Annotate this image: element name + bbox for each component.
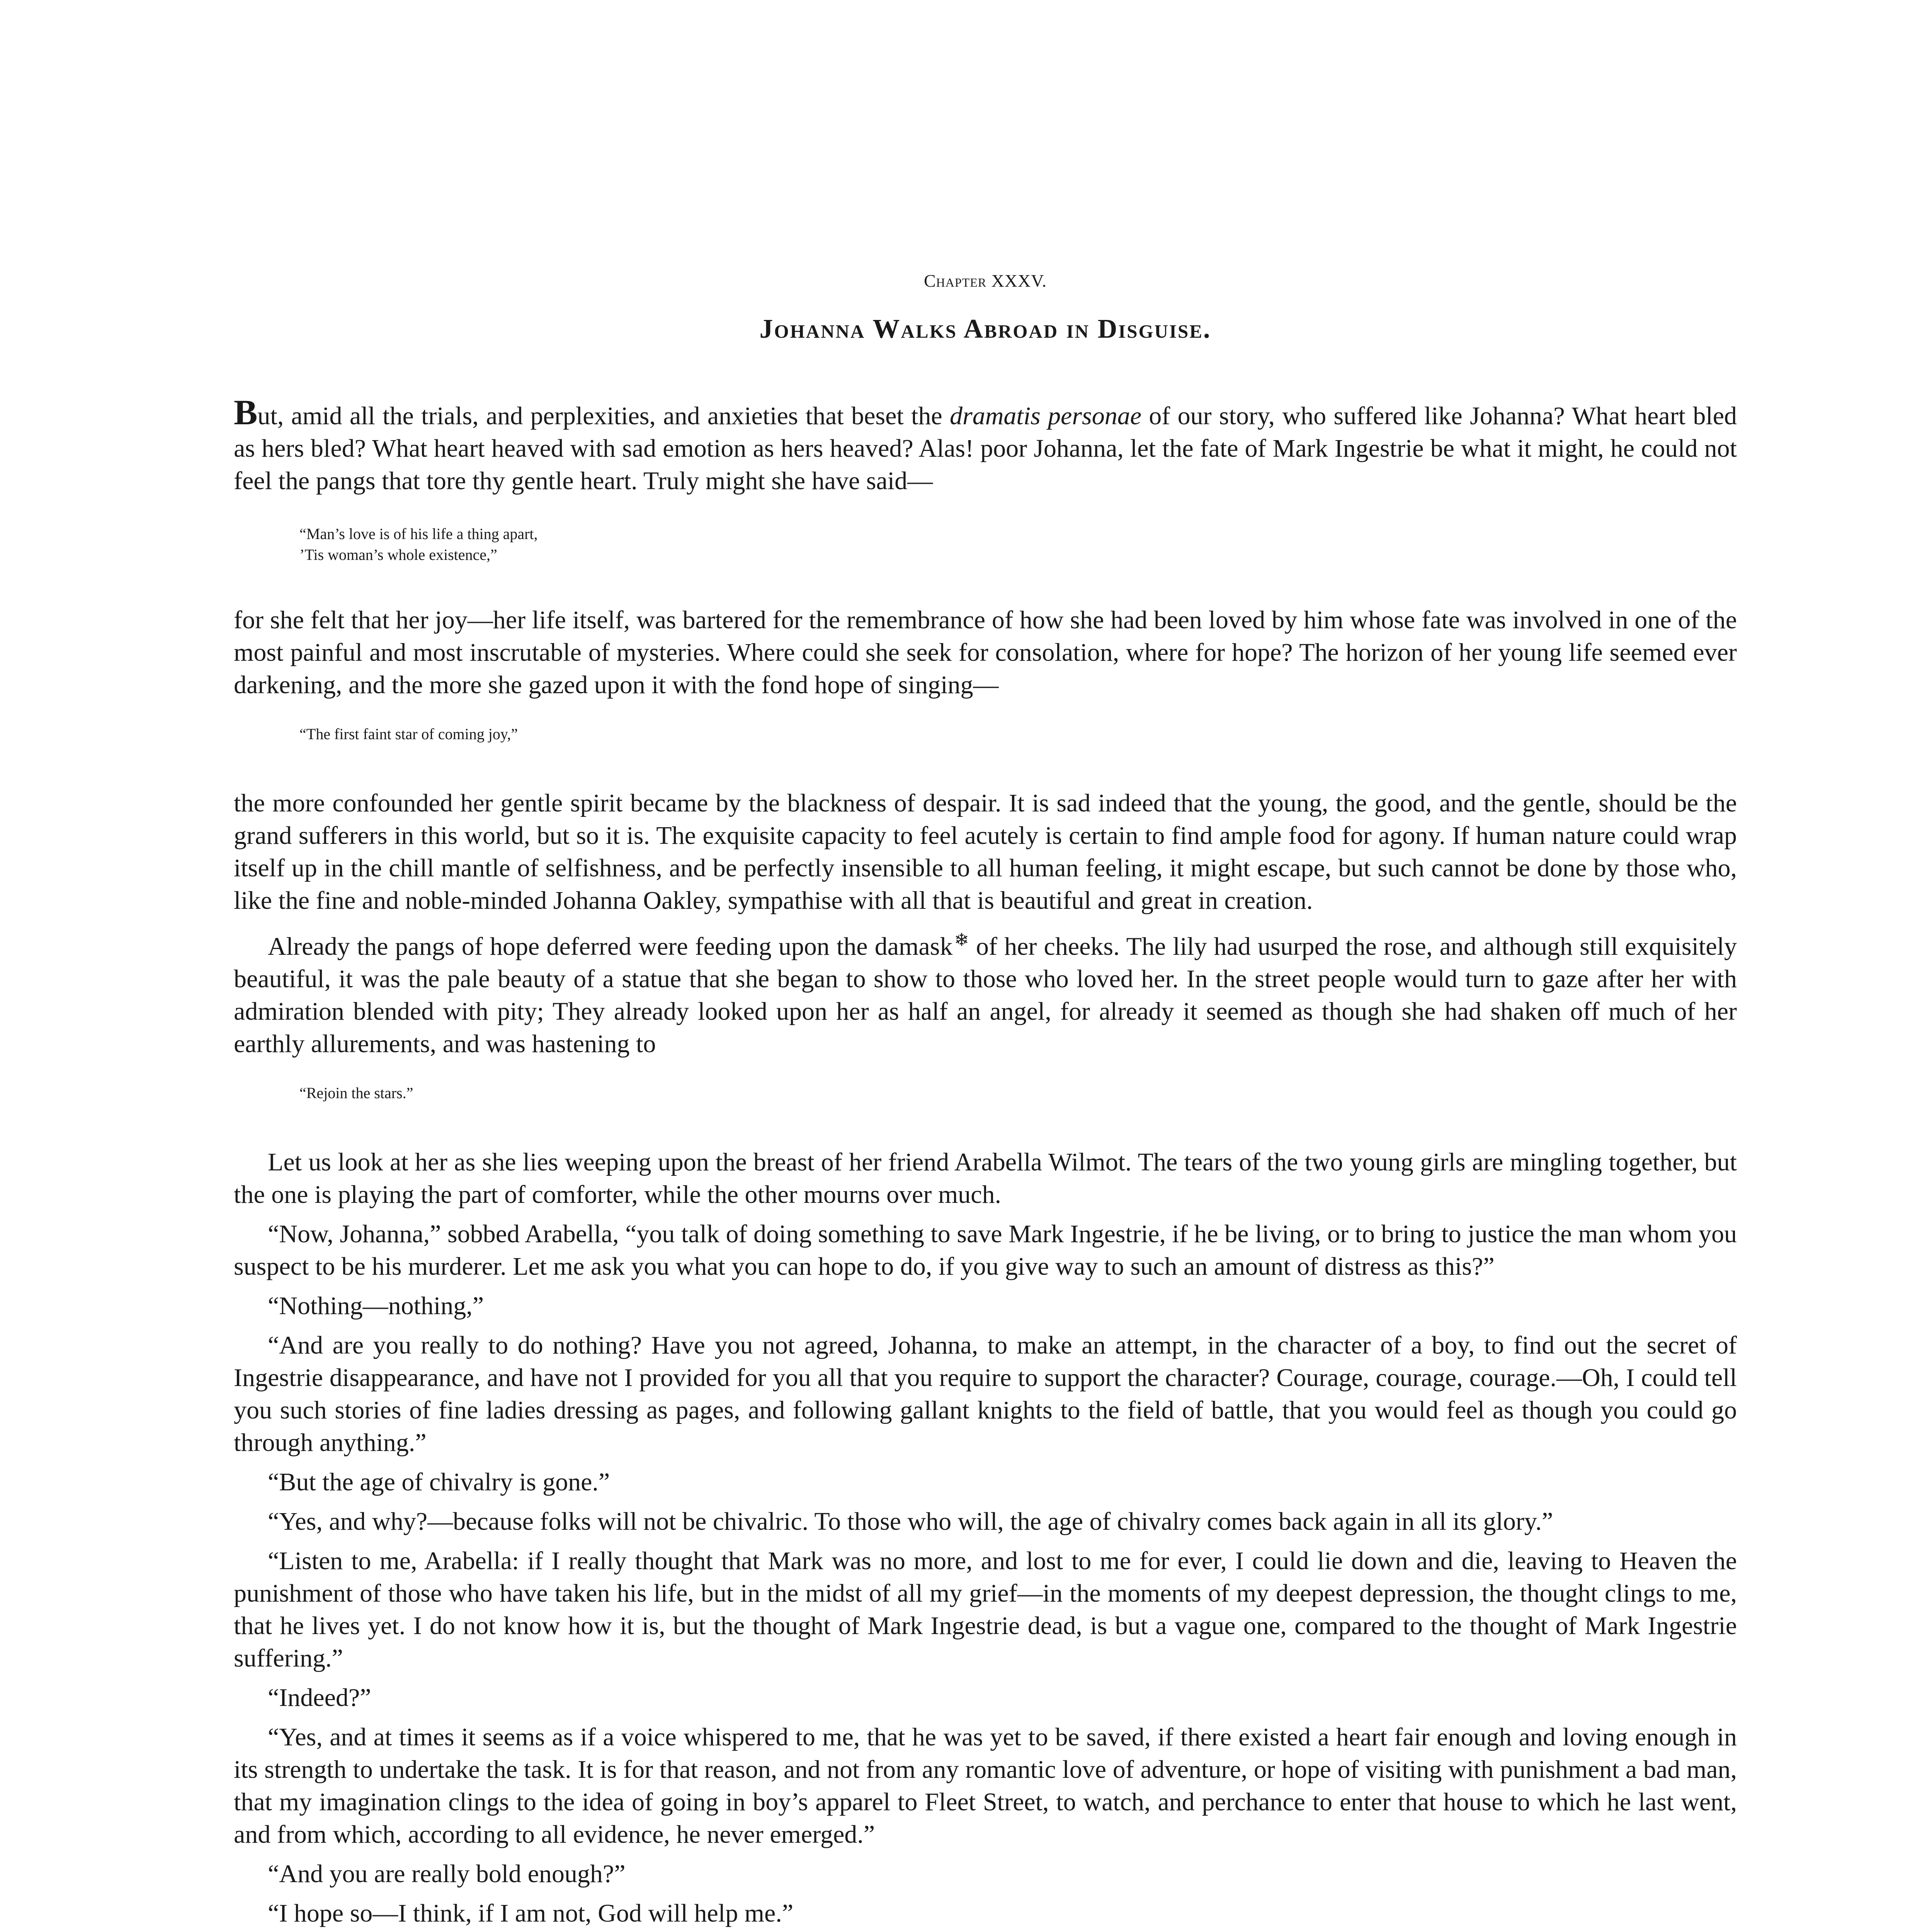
verse-line: “Man’s love is of his life a thing apart, xyxy=(299,525,538,543)
paragraph-4-text-b: of her cheeks. The lily had usurped the rose, and although still exquisitely beautiful, it was the pale beauty of a statue that she began to show to those who loved her. In the street people would turn to gaze after her with admiration blended with pity; They already looked upon her as half an angel, for already it seemed as though she had shaken off much of her earthly allurements, and was hastening to xyxy=(234,932,1737,1058)
verse-line: “Rejoin the stars.” xyxy=(299,1084,413,1102)
paragraph-14: “And you are really bold enough?” xyxy=(268,1860,626,1888)
paragraph-8: “And are you really to do nothing? Have you not agreed, Johanna, to make an attempt, in the character of a boy, to find out the secret of Ingestrie disappearance, and have not I provided for you all that you require to support the character? Courage, courage, courage.—Oh, I could tell you such stories of fine ladies dressing as pages, and following gallant knights to the field of battle, that you would feel as though you could go through anything.” xyxy=(234,1331,1737,1457)
paragraph-4-text-a: Already the pangs of hope deferred were feeding upon the damask xyxy=(268,932,953,961)
paragraph-1-text-a: ut, amid all the trials, and perplexities, and anxieties that beset the xyxy=(257,402,950,430)
paragraph-2: for she felt that her joy—her life itself, was bartered for the remembrance of how she had been loved by him whose fate was involved in one of the most painful and most inscrutable of mysteries. Where could she seek for consolation, where for hope? The horizon of her young life seemed ever darkening, and the more she gazed upon it with the fond hope of singing— xyxy=(234,606,1737,699)
paragraph-10: “Yes, and why?—because folks will not be chivalric. To those who will, the age of chivalry comes back again in all its glory.” xyxy=(268,1507,1553,1536)
verse-quote-2 xyxy=(299,724,1737,745)
paragraph-9: “But the age of chivalry is gone.” xyxy=(268,1468,610,1496)
verse-line: ’Tis woman’s whole existence,” xyxy=(299,546,497,563)
chapter-body xyxy=(234,393,1737,1932)
chapter-title: Johanna Walks Abroad in Disguise. xyxy=(759,314,1211,344)
paragraph-15: “I hope so—I think, if I am not, God will help me.” xyxy=(268,1899,794,1927)
paragraph-3: the more confounded her gentle spirit became by the blackness of despair. It is sad indeed that the young, the good, and the gentle, should be the grand sufferers in this world, but so it is. The exquisite capacity to feel acutely is certain to find ample food for agony. If human nature could wrap itself up in the chill mantle of selfishness, and be perfectly insensible to all human feeling, it might escape, but such cannot be done by those who, like the fine and noble-minded Johanna Oakley, sympathise with all that is beautiful and great in creation. xyxy=(234,789,1737,915)
paragraph-7: “Nothing—nothing,” xyxy=(268,1292,484,1320)
verse-quote-3 xyxy=(299,1083,1737,1104)
paragraph-1-text-b: of our story, who suffered like Johanna? What heart bled as hers bled? What heart heaved with sad emotion as hers heaved? Alas! poor Johanna, let the fate of Mark Ingestrie be what it might, he could not feel the pangs that tore thy gentle heart. Truly might she have said— xyxy=(234,402,1737,495)
verse-quote-1 xyxy=(299,524,1737,565)
chapter-number: Chapter XXXV. xyxy=(923,271,1047,291)
paragraph-5: Let us look at her as she lies weeping upon the breast of her friend Arabella Wilmot. The tears of the two young girls are mingling together, but the one is playing the part of comforter, while the other mourns over much. xyxy=(234,1148,1737,1209)
footnote-symbol-icon: ❄ xyxy=(954,930,969,950)
paragraph-6: “Now, Johanna,” sobbed Arabella, “you talk of doing something to save Mark Ingestrie, if he be living, or to bring to justice the man whom you suspect to be his murderer. Let me ask you what you can hope to do, if you give way to such an amount of distress as this?” xyxy=(234,1220,1737,1281)
paragraph-12: “Indeed?” xyxy=(268,1684,371,1712)
paragraph-13: “Yes, and at times it seems as if a voice whispered to me, that he was yet to be saved, if there existed a heart fair enough and loving enough in its strength to undertake the task. It is for that reason, and not from any romantic love of adventure, or hope of visiting with punishment a bad man, that my imagination clings to the idea of going in boy’s apparel to Fleet Street, to watch, and perchance to enter that house to which he last went, and from which, according to all evidence, he never emerged.” xyxy=(234,1723,1737,1849)
drop-cap: B xyxy=(234,393,258,432)
paragraph-1-italic: dramatis personae xyxy=(950,402,1142,430)
paragraph-1 xyxy=(234,393,1737,497)
paragraph-4 xyxy=(234,924,1737,1060)
verse-line: “The first faint star of coming joy,” xyxy=(299,725,518,743)
paragraph-11: “Listen to me, Arabella: if I really thought that Mark was no more, and lost to me for ever, I could lie down and die, leaving to Heaven the punishment of those who have taken his life, but in the midst of all my grief—in the moments of my deepest depression, the thought clings to me, that he lives yet. I do not know how it is, but the thought of Mark Ingestrie dead, is but a vague one, compared to the thought of Mark Ingestrie suffering.” xyxy=(234,1547,1737,1672)
